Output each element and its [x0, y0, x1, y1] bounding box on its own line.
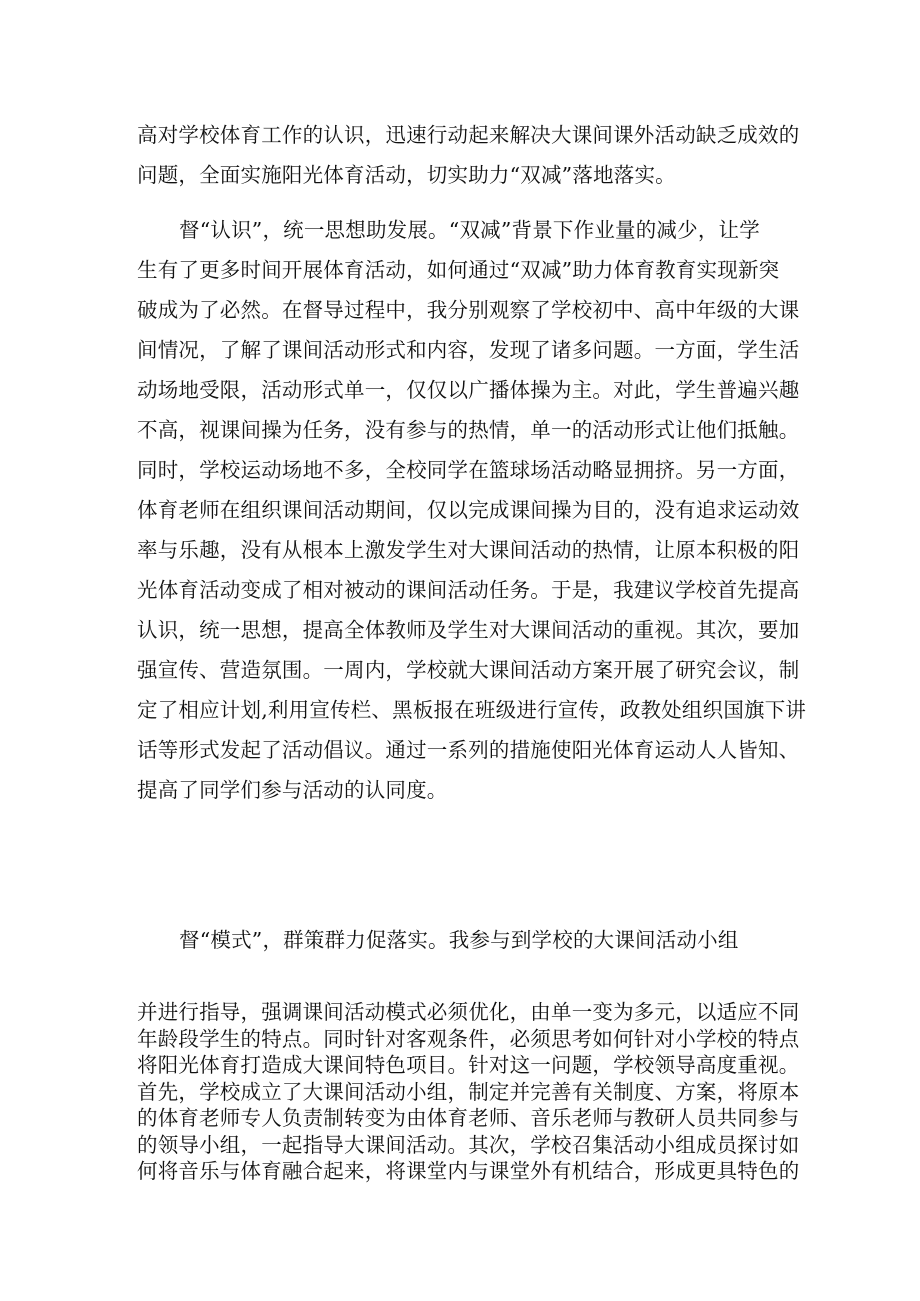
text-line: 间情况，了解了课间活动形式和内容，发现了诸多问题。一方面，学生活	[137, 338, 800, 362]
text-line: 督“模式”，群策群力促落实。我参与到学校的大课间活动小组	[179, 928, 739, 952]
text-line: 高对学校体育工作的认识，迅速行动起来解决大课间课外活动缺乏成效的	[137, 123, 800, 147]
paragraph-supervise-mode	[137, 920, 797, 960]
text-line: 认识，统一思想，提高全体教师及学生对大课间活动的重视。其次，要加	[137, 618, 800, 642]
paragraph-supervise-awareness	[137, 210, 807, 810]
text-line: 不高，视课间操为任务，没有参与的热情，单一的活动形式让他们抵触。	[137, 418, 800, 442]
text-line: 同时，学校运动场地不多，全校同学在篮球场活动略显拥挤。另一方面，	[137, 458, 800, 482]
text-line: 何将音乐与体育融合起来，将课堂内与课堂外有机结合，形成更具特色的	[137, 1159, 800, 1183]
text-line: 定了相应计划,利用宣传栏、黑板报在班级进行宣传，政教处组织国旗下讲	[137, 698, 807, 722]
text-line: 体育老师在组织课间活动期间，仅以完成课间操为目的，没有追求运动效	[137, 498, 800, 522]
text-line: 光体育活动变成了相对被动的课间活动任务。于是，我建议学校首先提高	[137, 578, 800, 602]
text-line: 问题，全面实施阳光体育活动，切实助力“双减”落地落实。	[137, 163, 676, 187]
text-line: 提高了同学们参与活动的认同度。	[137, 778, 448, 802]
text-line: 破成为了必然。在督导过程中，我分别观察了学校初中、高中年级的大课	[137, 298, 800, 322]
text-line: 督“认识”，统一思想助发展。“双减”背景下作业量的减少，让学	[179, 218, 760, 242]
text-line: 的体育老师专人负责制转变为由体育老师、音乐老师与教研人员共同参与	[137, 1106, 800, 1130]
paragraph-intro-continuation	[137, 115, 800, 195]
text-line: 的领导小组，一起指导大课间活动。其次，学校召集活动小组成员探讨如	[137, 1132, 800, 1157]
text-line: 率与乐趣，没有从根本上激发学生对大课间活动的热情，让原本积极的阳	[137, 538, 800, 562]
text-line: 首先，学校成立了大课间活动小组，制定并完善有关制度、方案，将原本	[137, 1079, 800, 1104]
text-line: 将阳光体育打造成大课间特色项目。针对这一问题，学校领导高度重视。	[137, 1053, 800, 1077]
text-line: 话等形式发起了活动倡议。通过一系列的措施使阳光体育运动人人皆知、	[137, 738, 800, 762]
text-line: 动场地受限，活动形式单一，仅仅以广播体操为主。对此，学生普遍兴趣	[137, 378, 800, 402]
text-line: 并进行指导，强调课间活动模式必须优化，由单一变为多元，以适应不同	[137, 1000, 800, 1024]
paragraph-supervise-mode-continued	[137, 999, 800, 1185]
text-line: 年龄段学生的特点。同时针对客观条件，必须思考如何针对小学校的特点	[137, 1026, 800, 1051]
text-line: 强宣传、营造氛围。一周内，学校就大课间活动方案开展了研究会议，制	[137, 658, 800, 682]
text-line: 生有了更多时间开展体育活动，如何通过“双减”助力体育教育实现新突	[137, 258, 780, 282]
